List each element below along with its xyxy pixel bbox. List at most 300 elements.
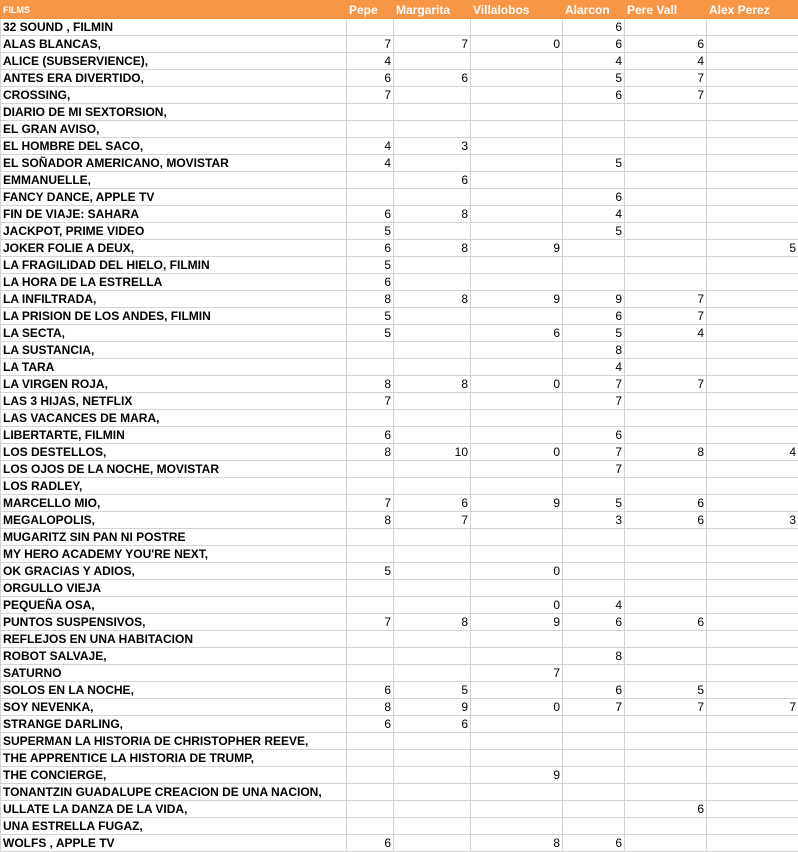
film-title-cell[interactable]: LA HORA DE LA ESTRELLA bbox=[1, 274, 347, 291]
score-cell-villalobos[interactable]: 9 bbox=[471, 495, 563, 512]
score-cell-margarita[interactable] bbox=[394, 665, 471, 682]
score-cell-villalobos[interactable] bbox=[471, 257, 563, 274]
score-cell-alarcon[interactable]: 6 bbox=[563, 835, 625, 852]
score-cell-margarita[interactable] bbox=[394, 801, 471, 818]
score-cell-pepe[interactable]: 7 bbox=[347, 36, 394, 53]
score-cell-alarcon[interactable]: 4 bbox=[563, 597, 625, 614]
score-cell-villalobos[interactable] bbox=[471, 53, 563, 70]
score-cell-pepe[interactable]: 5 bbox=[347, 325, 394, 342]
score-cell-villalobos[interactable] bbox=[471, 359, 563, 376]
film-title-cell[interactable]: STRANGE DARLING, bbox=[1, 716, 347, 733]
score-cell-alex-perez[interactable] bbox=[707, 189, 798, 206]
score-cell-alex-perez[interactable]: 4 bbox=[707, 444, 798, 461]
score-cell-alex-perez[interactable] bbox=[707, 19, 798, 36]
score-cell-pepe[interactable] bbox=[347, 767, 394, 784]
film-title-cell[interactable]: REFLEJOS EN UNA HABITACION bbox=[1, 631, 347, 648]
score-cell-alex-perez[interactable] bbox=[707, 597, 798, 614]
score-cell-pepe[interactable] bbox=[347, 529, 394, 546]
score-cell-villalobos[interactable] bbox=[471, 801, 563, 818]
film-title-cell[interactable]: LA PRISION DE LOS ANDES, FILMIN bbox=[1, 308, 347, 325]
score-cell-pepe[interactable] bbox=[347, 19, 394, 36]
score-cell-villalobos[interactable]: 9 bbox=[471, 614, 563, 631]
score-cell-alex-perez[interactable]: 5 bbox=[707, 240, 798, 257]
score-cell-pere-vall[interactable]: 7 bbox=[625, 308, 707, 325]
score-cell-alarcon[interactable] bbox=[563, 240, 625, 257]
score-cell-pere-vall[interactable] bbox=[625, 410, 707, 427]
film-title-cell[interactable]: SATURNO bbox=[1, 665, 347, 682]
score-cell-villalobos[interactable] bbox=[471, 189, 563, 206]
film-title-cell[interactable]: LA TARA bbox=[1, 359, 347, 376]
score-cell-pepe[interactable]: 6 bbox=[347, 274, 394, 291]
score-cell-margarita[interactable]: 8 bbox=[394, 614, 471, 631]
column-header-margarita[interactable]: Margarita bbox=[394, 1, 471, 19]
score-cell-pere-vall[interactable]: 7 bbox=[625, 291, 707, 308]
score-cell-margarita[interactable] bbox=[394, 580, 471, 597]
score-cell-alarcon[interactable]: 7 bbox=[563, 699, 625, 716]
score-cell-alex-perez[interactable] bbox=[707, 121, 798, 138]
score-cell-pepe[interactable] bbox=[347, 750, 394, 767]
score-cell-margarita[interactable] bbox=[394, 478, 471, 495]
score-cell-pere-vall[interactable]: 4 bbox=[625, 53, 707, 70]
film-title-cell[interactable]: FIN DE VIAJE: SAHARA bbox=[1, 206, 347, 223]
score-cell-alex-perez[interactable] bbox=[707, 104, 798, 121]
score-cell-margarita[interactable] bbox=[394, 104, 471, 121]
score-cell-villalobos[interactable] bbox=[471, 750, 563, 767]
score-cell-pere-vall[interactable] bbox=[625, 563, 707, 580]
score-cell-alarcon[interactable]: 6 bbox=[563, 36, 625, 53]
score-cell-alarcon[interactable]: 7 bbox=[563, 393, 625, 410]
score-cell-villalobos[interactable] bbox=[471, 631, 563, 648]
score-cell-alarcon[interactable]: 5 bbox=[563, 70, 625, 87]
score-cell-margarita[interactable] bbox=[394, 342, 471, 359]
score-cell-pepe[interactable] bbox=[347, 410, 394, 427]
score-cell-villalobos[interactable] bbox=[471, 274, 563, 291]
score-cell-alarcon[interactable]: 6 bbox=[563, 427, 625, 444]
score-cell-pepe[interactable]: 6 bbox=[347, 240, 394, 257]
score-cell-pepe[interactable] bbox=[347, 342, 394, 359]
film-title-cell[interactable]: TONANTZIN GUADALUPE CREACION DE UNA NACION, bbox=[1, 784, 347, 801]
score-cell-margarita[interactable]: 6 bbox=[394, 495, 471, 512]
score-cell-pere-vall[interactable] bbox=[625, 597, 707, 614]
score-cell-alex-perez[interactable] bbox=[707, 801, 798, 818]
score-cell-pepe[interactable]: 7 bbox=[347, 495, 394, 512]
score-cell-villalobos[interactable]: 0 bbox=[471, 563, 563, 580]
film-title-cell[interactable]: LAS VACANCES DE MARA, bbox=[1, 410, 347, 427]
score-cell-alex-perez[interactable] bbox=[707, 308, 798, 325]
score-cell-alex-perez[interactable] bbox=[707, 274, 798, 291]
film-title-cell[interactable]: WOLFS , APPLE TV bbox=[1, 835, 347, 852]
film-title-cell[interactable]: MEGALOPOLIS, bbox=[1, 512, 347, 529]
score-cell-villalobos[interactable] bbox=[471, 70, 563, 87]
score-cell-margarita[interactable] bbox=[394, 750, 471, 767]
score-cell-pere-vall[interactable] bbox=[625, 240, 707, 257]
score-cell-pere-vall[interactable] bbox=[625, 274, 707, 291]
film-title-cell[interactable]: LIBERTARTE, FILMIN bbox=[1, 427, 347, 444]
score-cell-pere-vall[interactable] bbox=[625, 478, 707, 495]
score-cell-pere-vall[interactable]: 6 bbox=[625, 512, 707, 529]
score-cell-margarita[interactable]: 8 bbox=[394, 291, 471, 308]
score-cell-margarita[interactable] bbox=[394, 546, 471, 563]
film-title-cell[interactable]: THE APPRENTICE LA HISTORIA DE TRUMP, bbox=[1, 750, 347, 767]
score-cell-alarcon[interactable] bbox=[563, 121, 625, 138]
score-cell-villalobos[interactable] bbox=[471, 223, 563, 240]
score-cell-alarcon[interactable] bbox=[563, 784, 625, 801]
score-cell-alex-perez[interactable] bbox=[707, 172, 798, 189]
column-header-alex-perez[interactable]: Alex Perez bbox=[707, 1, 798, 19]
score-cell-pepe[interactable]: 8 bbox=[347, 444, 394, 461]
score-cell-alarcon[interactable] bbox=[563, 546, 625, 563]
score-cell-pepe[interactable] bbox=[347, 597, 394, 614]
score-cell-pere-vall[interactable] bbox=[625, 767, 707, 784]
score-cell-pere-vall[interactable]: 6 bbox=[625, 36, 707, 53]
film-title-cell[interactable]: LAS 3 HIJAS, NETFLIX bbox=[1, 393, 347, 410]
score-cell-margarita[interactable] bbox=[394, 393, 471, 410]
score-cell-margarita[interactable]: 3 bbox=[394, 138, 471, 155]
film-title-cell[interactable]: FANCY DANCE, APPLE TV bbox=[1, 189, 347, 206]
score-cell-pere-vall[interactable] bbox=[625, 784, 707, 801]
score-cell-pere-vall[interactable]: 6 bbox=[625, 801, 707, 818]
score-cell-pepe[interactable] bbox=[347, 546, 394, 563]
score-cell-pepe[interactable]: 7 bbox=[347, 87, 394, 104]
score-cell-villalobos[interactable] bbox=[471, 308, 563, 325]
score-cell-pere-vall[interactable]: 6 bbox=[625, 614, 707, 631]
score-cell-pepe[interactable]: 4 bbox=[347, 138, 394, 155]
score-cell-pepe[interactable]: 7 bbox=[347, 393, 394, 410]
score-cell-pepe[interactable]: 5 bbox=[347, 563, 394, 580]
score-cell-alarcon[interactable] bbox=[563, 665, 625, 682]
score-cell-villalobos[interactable] bbox=[471, 410, 563, 427]
score-cell-margarita[interactable] bbox=[394, 53, 471, 70]
score-cell-alex-perez[interactable] bbox=[707, 767, 798, 784]
score-cell-alex-perez[interactable] bbox=[707, 70, 798, 87]
score-cell-alarcon[interactable] bbox=[563, 274, 625, 291]
score-cell-alarcon[interactable]: 7 bbox=[563, 444, 625, 461]
score-cell-villalobos[interactable] bbox=[471, 121, 563, 138]
score-cell-pepe[interactable] bbox=[347, 801, 394, 818]
score-cell-alarcon[interactable] bbox=[563, 818, 625, 835]
film-title-cell[interactable]: ORGULLO VIEJA bbox=[1, 580, 347, 597]
score-cell-pere-vall[interactable] bbox=[625, 189, 707, 206]
film-title-cell[interactable]: ULLATE LA DANZA DE LA VIDA, bbox=[1, 801, 347, 818]
score-cell-villalobos[interactable]: 9 bbox=[471, 767, 563, 784]
score-cell-villalobos[interactable] bbox=[471, 682, 563, 699]
score-cell-villalobos[interactable] bbox=[471, 478, 563, 495]
score-cell-villalobos[interactable] bbox=[471, 138, 563, 155]
score-cell-alex-perez[interactable] bbox=[707, 682, 798, 699]
score-cell-pere-vall[interactable]: 8 bbox=[625, 444, 707, 461]
film-title-cell[interactable]: LA FRAGILIDAD DEL HIELO, FILMIN bbox=[1, 257, 347, 274]
score-cell-villalobos[interactable] bbox=[471, 546, 563, 563]
score-cell-alarcon[interactable]: 6 bbox=[563, 87, 625, 104]
score-cell-pepe[interactable] bbox=[347, 733, 394, 750]
score-cell-margarita[interactable] bbox=[394, 189, 471, 206]
score-cell-pepe[interactable] bbox=[347, 478, 394, 495]
column-header-films[interactable]: FILMS bbox=[1, 1, 347, 19]
score-cell-margarita[interactable]: 8 bbox=[394, 240, 471, 257]
score-cell-alex-perez[interactable] bbox=[707, 478, 798, 495]
score-cell-pepe[interactable]: 6 bbox=[347, 716, 394, 733]
film-title-cell[interactable]: UNA ESTRELLA FUGAZ, bbox=[1, 818, 347, 835]
score-cell-alex-perez[interactable] bbox=[707, 648, 798, 665]
film-title-cell[interactable]: LA VIRGEN ROJA, bbox=[1, 376, 347, 393]
score-cell-alex-perez[interactable] bbox=[707, 87, 798, 104]
score-cell-pere-vall[interactable] bbox=[625, 342, 707, 359]
film-title-cell[interactable]: LOS OJOS DE LA NOCHE, MOVISTAR bbox=[1, 461, 347, 478]
score-cell-alex-perez[interactable] bbox=[707, 750, 798, 767]
score-cell-margarita[interactable]: 6 bbox=[394, 716, 471, 733]
film-title-cell[interactable]: OK GRACIAS Y ADIOS, bbox=[1, 563, 347, 580]
film-title-cell[interactable]: PEQUEÑA OSA, bbox=[1, 597, 347, 614]
film-title-cell[interactable]: THE CONCIERGE, bbox=[1, 767, 347, 784]
score-cell-villalobos[interactable] bbox=[471, 784, 563, 801]
column-header-pere-vall[interactable]: Pere Vall bbox=[625, 1, 707, 19]
score-cell-alex-perez[interactable] bbox=[707, 427, 798, 444]
score-cell-pepe[interactable] bbox=[347, 580, 394, 597]
film-title-cell[interactable]: LA SUSTANCIA, bbox=[1, 342, 347, 359]
score-cell-villalobos[interactable] bbox=[471, 155, 563, 172]
score-cell-margarita[interactable] bbox=[394, 818, 471, 835]
film-title-cell[interactable]: EL GRAN AVISO, bbox=[1, 121, 347, 138]
score-cell-pepe[interactable] bbox=[347, 818, 394, 835]
score-cell-pere-vall[interactable]: 5 bbox=[625, 682, 707, 699]
score-cell-pere-vall[interactable] bbox=[625, 257, 707, 274]
score-cell-villalobos[interactable] bbox=[471, 512, 563, 529]
score-cell-alarcon[interactable]: 6 bbox=[563, 308, 625, 325]
score-cell-pepe[interactable]: 8 bbox=[347, 376, 394, 393]
score-cell-alarcon[interactable] bbox=[563, 529, 625, 546]
score-cell-margarita[interactable] bbox=[394, 410, 471, 427]
film-title-cell[interactable]: SOLOS EN LA NOCHE, bbox=[1, 682, 347, 699]
score-cell-margarita[interactable] bbox=[394, 325, 471, 342]
score-cell-villalobos[interactable]: 8 bbox=[471, 835, 563, 852]
score-cell-margarita[interactable] bbox=[394, 461, 471, 478]
score-cell-alex-perez[interactable] bbox=[707, 257, 798, 274]
score-cell-alex-perez[interactable] bbox=[707, 206, 798, 223]
score-cell-pepe[interactable]: 8 bbox=[347, 699, 394, 716]
film-title-cell[interactable]: PUNTOS SUSPENSIVOS, bbox=[1, 614, 347, 631]
score-cell-margarita[interactable] bbox=[394, 767, 471, 784]
score-cell-alex-perez[interactable] bbox=[707, 614, 798, 631]
score-cell-pepe[interactable] bbox=[347, 359, 394, 376]
score-cell-pere-vall[interactable] bbox=[625, 138, 707, 155]
score-cell-pepe[interactable] bbox=[347, 189, 394, 206]
score-cell-pepe[interactable]: 5 bbox=[347, 223, 394, 240]
score-cell-villalobos[interactable] bbox=[471, 818, 563, 835]
score-cell-margarita[interactable] bbox=[394, 308, 471, 325]
score-cell-pepe[interactable]: 8 bbox=[347, 512, 394, 529]
film-title-cell[interactable]: SOY NEVENKA, bbox=[1, 699, 347, 716]
film-title-cell[interactable]: MUGARITZ SIN PAN NI POSTRE bbox=[1, 529, 347, 546]
score-cell-villalobos[interactable] bbox=[471, 206, 563, 223]
score-cell-villalobos[interactable]: 0 bbox=[471, 597, 563, 614]
score-cell-pepe[interactable] bbox=[347, 461, 394, 478]
score-cell-villalobos[interactable] bbox=[471, 580, 563, 597]
score-cell-pere-vall[interactable] bbox=[625, 716, 707, 733]
score-cell-alex-perez[interactable] bbox=[707, 716, 798, 733]
score-cell-villalobos[interactable] bbox=[471, 733, 563, 750]
score-cell-pere-vall[interactable] bbox=[625, 733, 707, 750]
score-cell-villalobos[interactable] bbox=[471, 87, 563, 104]
score-cell-pepe[interactable]: 6 bbox=[347, 835, 394, 852]
score-cell-alex-perez[interactable] bbox=[707, 53, 798, 70]
column-header-pepe[interactable]: Pepe bbox=[347, 1, 394, 19]
score-cell-pere-vall[interactable] bbox=[625, 546, 707, 563]
score-cell-villalobos[interactable]: 9 bbox=[471, 240, 563, 257]
film-title-cell[interactable]: LOS DESTELLOS, bbox=[1, 444, 347, 461]
score-cell-alex-perez[interactable] bbox=[707, 223, 798, 240]
score-cell-margarita[interactable] bbox=[394, 733, 471, 750]
score-cell-alarcon[interactable] bbox=[563, 257, 625, 274]
score-cell-margarita[interactable]: 8 bbox=[394, 206, 471, 223]
score-cell-pere-vall[interactable]: 6 bbox=[625, 495, 707, 512]
film-title-cell[interactable]: JOKER FOLIE A DEUX, bbox=[1, 240, 347, 257]
score-cell-villalobos[interactable] bbox=[471, 529, 563, 546]
score-cell-pepe[interactable]: 5 bbox=[347, 308, 394, 325]
score-cell-margarita[interactable]: 6 bbox=[394, 172, 471, 189]
score-cell-pere-vall[interactable] bbox=[625, 529, 707, 546]
score-cell-alex-perez[interactable] bbox=[707, 733, 798, 750]
score-cell-villalobos[interactable] bbox=[471, 427, 563, 444]
film-title-cell[interactable]: SUPERMAN LA HISTORIA DE CHRISTOPHER REEVE, bbox=[1, 733, 347, 750]
score-cell-alarcon[interactable] bbox=[563, 138, 625, 155]
score-cell-margarita[interactable] bbox=[394, 631, 471, 648]
score-cell-pere-vall[interactable] bbox=[625, 818, 707, 835]
score-cell-alex-perez[interactable] bbox=[707, 529, 798, 546]
score-cell-margarita[interactable]: 10 bbox=[394, 444, 471, 461]
score-cell-margarita[interactable] bbox=[394, 19, 471, 36]
score-cell-pere-vall[interactable] bbox=[625, 104, 707, 121]
score-cell-alarcon[interactable] bbox=[563, 410, 625, 427]
score-cell-pepe[interactable]: 6 bbox=[347, 70, 394, 87]
score-cell-pepe[interactable]: 8 bbox=[347, 291, 394, 308]
score-cell-alex-perez[interactable]: 3 bbox=[707, 512, 798, 529]
film-title-cell[interactable]: ROBOT SALVAJE, bbox=[1, 648, 347, 665]
score-cell-alarcon[interactable]: 5 bbox=[563, 325, 625, 342]
score-cell-margarita[interactable] bbox=[394, 563, 471, 580]
score-cell-pepe[interactable] bbox=[347, 648, 394, 665]
score-cell-pere-vall[interactable] bbox=[625, 461, 707, 478]
score-cell-pepe[interactable] bbox=[347, 631, 394, 648]
score-cell-pepe[interactable]: 4 bbox=[347, 53, 394, 70]
film-title-cell[interactable]: LA INFILTRADA, bbox=[1, 291, 347, 308]
score-cell-pepe[interactable]: 4 bbox=[347, 155, 394, 172]
score-cell-alex-perez[interactable] bbox=[707, 138, 798, 155]
score-cell-alarcon[interactable] bbox=[563, 563, 625, 580]
score-cell-pere-vall[interactable]: 7 bbox=[625, 376, 707, 393]
score-cell-alarcon[interactable]: 6 bbox=[563, 614, 625, 631]
score-cell-margarita[interactable] bbox=[394, 223, 471, 240]
score-cell-pepe[interactable]: 6 bbox=[347, 682, 394, 699]
film-title-cell[interactable]: MARCELLO MIO, bbox=[1, 495, 347, 512]
score-cell-alex-perez[interactable] bbox=[707, 325, 798, 342]
film-title-cell[interactable]: JACKPOT, PRIME VIDEO bbox=[1, 223, 347, 240]
score-cell-alex-perez[interactable] bbox=[707, 359, 798, 376]
score-cell-villalobos[interactable]: 6 bbox=[471, 325, 563, 342]
score-cell-margarita[interactable] bbox=[394, 648, 471, 665]
score-cell-alarcon[interactable]: 7 bbox=[563, 461, 625, 478]
score-cell-alarcon[interactable]: 6 bbox=[563, 682, 625, 699]
film-title-cell[interactable]: LOS RADLEY, bbox=[1, 478, 347, 495]
score-cell-pepe[interactable]: 7 bbox=[347, 614, 394, 631]
score-cell-margarita[interactable]: 7 bbox=[394, 36, 471, 53]
score-cell-alarcon[interactable] bbox=[563, 750, 625, 767]
score-cell-alarcon[interactable]: 4 bbox=[563, 206, 625, 223]
score-cell-villalobos[interactable]: 0 bbox=[471, 444, 563, 461]
film-title-cell[interactable]: LA SECTA, bbox=[1, 325, 347, 342]
score-cell-alex-perez[interactable] bbox=[707, 818, 798, 835]
film-title-cell[interactable]: 32 SOUND , FILMIN bbox=[1, 19, 347, 36]
score-cell-margarita[interactable]: 5 bbox=[394, 682, 471, 699]
score-cell-pere-vall[interactable] bbox=[625, 155, 707, 172]
score-cell-alarcon[interactable]: 5 bbox=[563, 495, 625, 512]
score-cell-pepe[interactable] bbox=[347, 665, 394, 682]
score-cell-alex-perez[interactable] bbox=[707, 495, 798, 512]
score-cell-margarita[interactable] bbox=[394, 87, 471, 104]
score-cell-alarcon[interactable]: 8 bbox=[563, 342, 625, 359]
film-title-cell[interactable]: ANTES ERA DIVERTIDO, bbox=[1, 70, 347, 87]
score-cell-villalobos[interactable]: 0 bbox=[471, 699, 563, 716]
score-cell-villalobos[interactable] bbox=[471, 104, 563, 121]
score-cell-alarcon[interactable]: 6 bbox=[563, 19, 625, 36]
score-cell-pepe[interactable]: 6 bbox=[347, 206, 394, 223]
score-cell-villalobos[interactable] bbox=[471, 19, 563, 36]
film-title-cell[interactable]: EL HOMBRE DEL SACO, bbox=[1, 138, 347, 155]
column-header-villalobos[interactable]: Villalobos bbox=[471, 1, 563, 19]
score-cell-villalobos[interactable]: 0 bbox=[471, 36, 563, 53]
score-cell-alex-perez[interactable] bbox=[707, 631, 798, 648]
score-cell-pere-vall[interactable] bbox=[625, 665, 707, 682]
score-cell-alarcon[interactable]: 9 bbox=[563, 291, 625, 308]
score-cell-alex-perez[interactable] bbox=[707, 410, 798, 427]
film-title-cell[interactable]: CROSSING, bbox=[1, 87, 347, 104]
score-cell-alarcon[interactable]: 5 bbox=[563, 223, 625, 240]
score-cell-margarita[interactable] bbox=[394, 529, 471, 546]
score-cell-alarcon[interactable] bbox=[563, 767, 625, 784]
score-cell-alarcon[interactable] bbox=[563, 104, 625, 121]
score-cell-alex-perez[interactable]: 7 bbox=[707, 699, 798, 716]
score-cell-pere-vall[interactable] bbox=[625, 359, 707, 376]
score-cell-margarita[interactable] bbox=[394, 274, 471, 291]
film-title-cell[interactable]: EL SOÑADOR AMERICANO, MOVISTAR bbox=[1, 155, 347, 172]
score-cell-pere-vall[interactable] bbox=[625, 393, 707, 410]
score-cell-alex-perez[interactable] bbox=[707, 291, 798, 308]
score-cell-villalobos[interactable] bbox=[471, 461, 563, 478]
score-cell-pepe[interactable]: 6 bbox=[347, 427, 394, 444]
score-cell-pere-vall[interactable]: 7 bbox=[625, 87, 707, 104]
score-cell-alex-perez[interactable] bbox=[707, 546, 798, 563]
score-cell-alex-perez[interactable] bbox=[707, 376, 798, 393]
score-cell-alarcon[interactable] bbox=[563, 733, 625, 750]
score-cell-alarcon[interactable]: 4 bbox=[563, 359, 625, 376]
score-cell-alarcon[interactable] bbox=[563, 631, 625, 648]
score-cell-villalobos[interactable]: 0 bbox=[471, 376, 563, 393]
film-title-cell[interactable]: ALICE (SUBSERVIENCE), bbox=[1, 53, 347, 70]
score-cell-margarita[interactable] bbox=[394, 427, 471, 444]
score-cell-pere-vall[interactable] bbox=[625, 580, 707, 597]
score-cell-pere-vall[interactable]: 7 bbox=[625, 699, 707, 716]
score-cell-margarita[interactable]: 8 bbox=[394, 376, 471, 393]
score-cell-alex-perez[interactable] bbox=[707, 461, 798, 478]
score-cell-alarcon[interactable] bbox=[563, 716, 625, 733]
score-cell-pere-vall[interactable] bbox=[625, 427, 707, 444]
score-cell-pere-vall[interactable] bbox=[625, 648, 707, 665]
score-cell-pepe[interactable] bbox=[347, 784, 394, 801]
score-cell-pere-vall[interactable] bbox=[625, 172, 707, 189]
score-cell-margarita[interactable] bbox=[394, 257, 471, 274]
score-cell-alex-perez[interactable] bbox=[707, 155, 798, 172]
score-cell-margarita[interactable]: 7 bbox=[394, 512, 471, 529]
score-cell-alex-perez[interactable] bbox=[707, 36, 798, 53]
